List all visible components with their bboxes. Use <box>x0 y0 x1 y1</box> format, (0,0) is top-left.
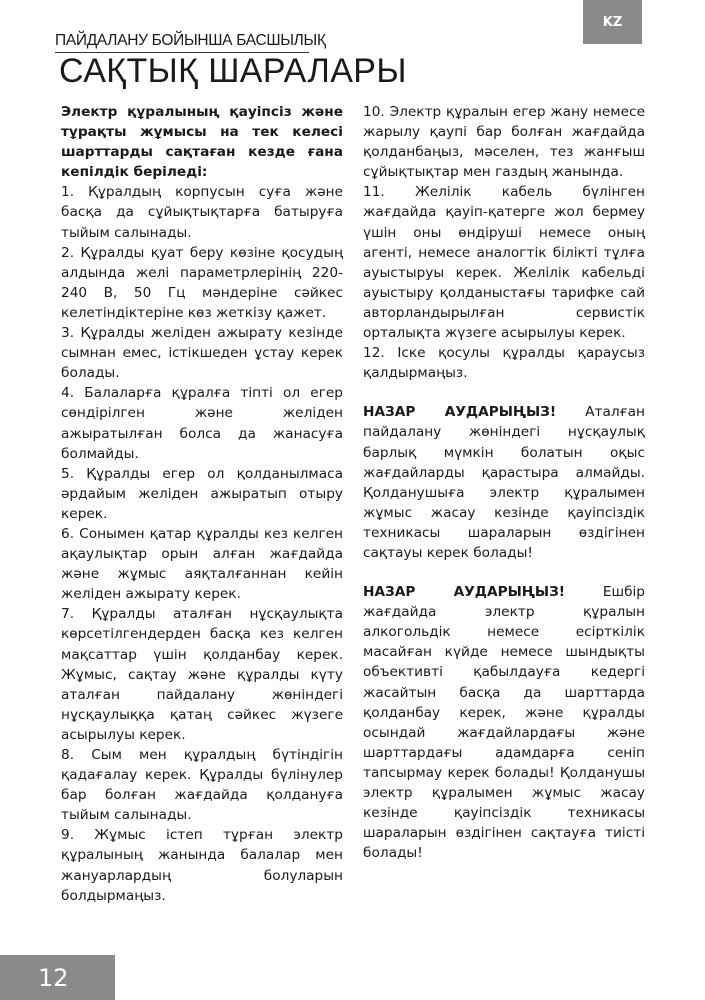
list-item: 6. Сонымен қатар құралды кез келген ақаулықтар орын алған жағдайда және жұмыс аяқталғаннан кейін желіден ажырату керек. <box>61 525 343 603</box>
warning-text: Ешбір жағдайда электр құралын алкогольдік немесе есірткілік масайған күйде немесе шындықты объективті қабылдауға кедергі жасайтын басқа да шарттарда қолданбау керек, және құралды осындай жағдайлардағы және шарттардағы адамдарға сеніп тапсырмау керек болады! Қолданушы электр құралымен жұмыс жасау кезінде қауіпсіздік техникасы шараларын өздігінен сақтауға тиісті болады! <box>363 584 645 862</box>
list-item: 12. Іске қосулы құралды қараусыз қалдырмаңыз. <box>363 345 645 382</box>
list-item: 9. Жұмыс істеп тұрған электр құралының жанында балалар мен жануарлардың болуларын болдырмаңыз. <box>61 827 343 904</box>
page-title: САҚТЫҚ ШАРАЛАРЫ <box>59 52 407 90</box>
language-badge: KZ <box>583 0 642 44</box>
intro-text: Электр құралының қауіпсіз және тұрақты жұмысы на тек келесі шарттарды сақтаған кезде ғана кепілдік беріледі: <box>61 104 343 181</box>
list-item: 7. Құралды аталған нұсқаулықта көрсетілгендерден басқа кез келген мақсаттар үшін қолданбау керек. Жұмыс, сақтау және құралды күту аталған пайдалану жөніндегі нұсқаулыққа қатаң сәйкес жүзеге асырылуы керек. <box>61 606 343 743</box>
list-item: 8. Сым мен құралдың бүтіндігін қадағалау керек. Құралды бүлінулер бар болған жағдайда қолдануға тыйым салынады. <box>61 747 343 824</box>
manual-title: ПАЙДАЛАНУ БОЙЫНША БАСШЫЛЫҚ <box>55 32 326 49</box>
right-column <box>363 102 645 863</box>
warning-paragraph <box>363 582 645 863</box>
list-item: 2. Құралды қуат беру көзіне қосудың алдында желі параметрлерінің 220-240 В, 50 Гц мәндеріне сәйкес келетіндіктеріне көз жеткізу қажет. <box>61 244 343 321</box>
list-item: 4. Балаларға құралға тіпті ол егер сөндірілген және желіден ажыратылған болса да жанасуға болмайды. <box>61 385 343 462</box>
list-item: 3. Құралды желіден ажырату кезінде сымнан емес, істікшеден ұстау керек болады. <box>61 325 343 382</box>
list-item: 10. Электр құралын егер жану немесе жарылу қаупі бар болған жағдайда қолданбаңыз, мәселен, тез жанғыш сұйықтықтар мен газдың жанында. <box>363 104 645 181</box>
left-column <box>61 102 343 906</box>
list-item: 5. Құралды егер ол қолданылмаса әрдайым желіден ажыратып отыру керек. <box>61 465 343 522</box>
list-item: 11. Желілік кабель бүлінген жағдайда қауіп-қатерге жол бермеу үшін оны өндіруші немесе оның агенті, немесе аналогтік білікті тұлға ауыстыруы керек. Желілік кабельді ауыстыру қолданыстағы тарифке сай авторландырылған сервистік орталықта жүзеге асырылуы керек. <box>363 184 645 342</box>
list-item: 1. Құралдың корпусын суға және басқа да сұйықтықтарға батыруға тыйым салынады. <box>61 184 343 241</box>
page-number: 12 <box>0 955 115 1000</box>
warning-text: Аталған пайдалану жөніндегі нұсқаулық барлық мүмкін болатын оқыс жағдайларды қарастыра алмайды. Қолданушыға электр құралымен жұмыс жасау кезінде қауіпсіздік техникасы шараларын өздігінен сақтауы керек болады! <box>363 404 645 561</box>
warning-paragraph <box>363 402 645 563</box>
warning-lead: НАЗАР АУДАРЫҢЫЗ! <box>363 584 566 601</box>
warning-lead: НАЗАР АУДАРЫҢЫЗ! <box>363 404 557 421</box>
